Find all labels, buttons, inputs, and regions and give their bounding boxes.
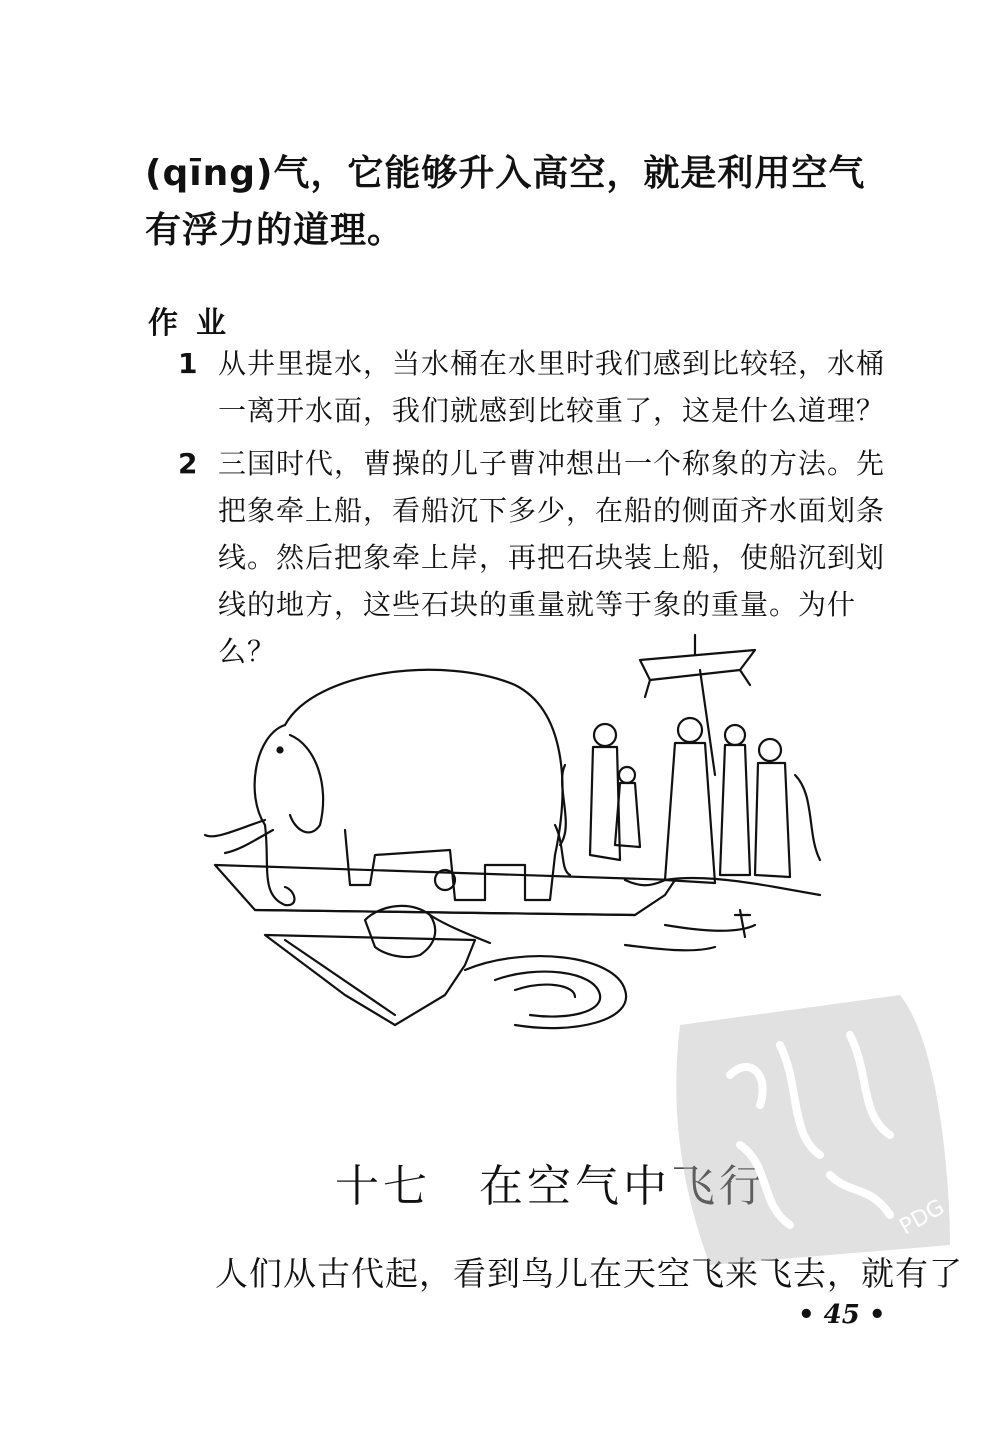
paragraph-continued: (qīng)气，它能够升入高空，就是利用空气有浮力的道理。 (145, 153, 866, 251)
homework-heading: 作业 (148, 306, 244, 341)
courtiers-drawing (560, 718, 820, 883)
page-number: • 45 • (798, 1300, 886, 1330)
question-number: 1 (178, 347, 198, 380)
question-text: 从井里提水，当水桶在水里时我们感到比较轻，水桶一离开水面，我们就感到比较重了，这是什么道理？ (218, 347, 886, 427)
chapter-first-line: 人们从古代起，看到鸟儿在天空飞来飞去，就有了 (215, 1254, 963, 1293)
shore-drawing (625, 878, 820, 937)
question-text: 三国时代，曹操的儿子曹冲想出一个称象的方法。先把象牵上船，看船沉下多少，在船的侧面齐水面划条线。然后把象牵上岸，再把石块装上船，使船沉到划线的地方，这些石块的重量就等于象的重量。为什么？ (218, 447, 886, 668)
parasol-drawing (640, 635, 755, 775)
chapter-title: 十七 在空气中飞行 (335, 1161, 767, 1212)
watermark-text: PDG (895, 1194, 949, 1241)
homework-question-1 (178, 340, 890, 434)
question-number: 2 (178, 447, 198, 480)
watermark-stamp (650, 985, 970, 1275)
